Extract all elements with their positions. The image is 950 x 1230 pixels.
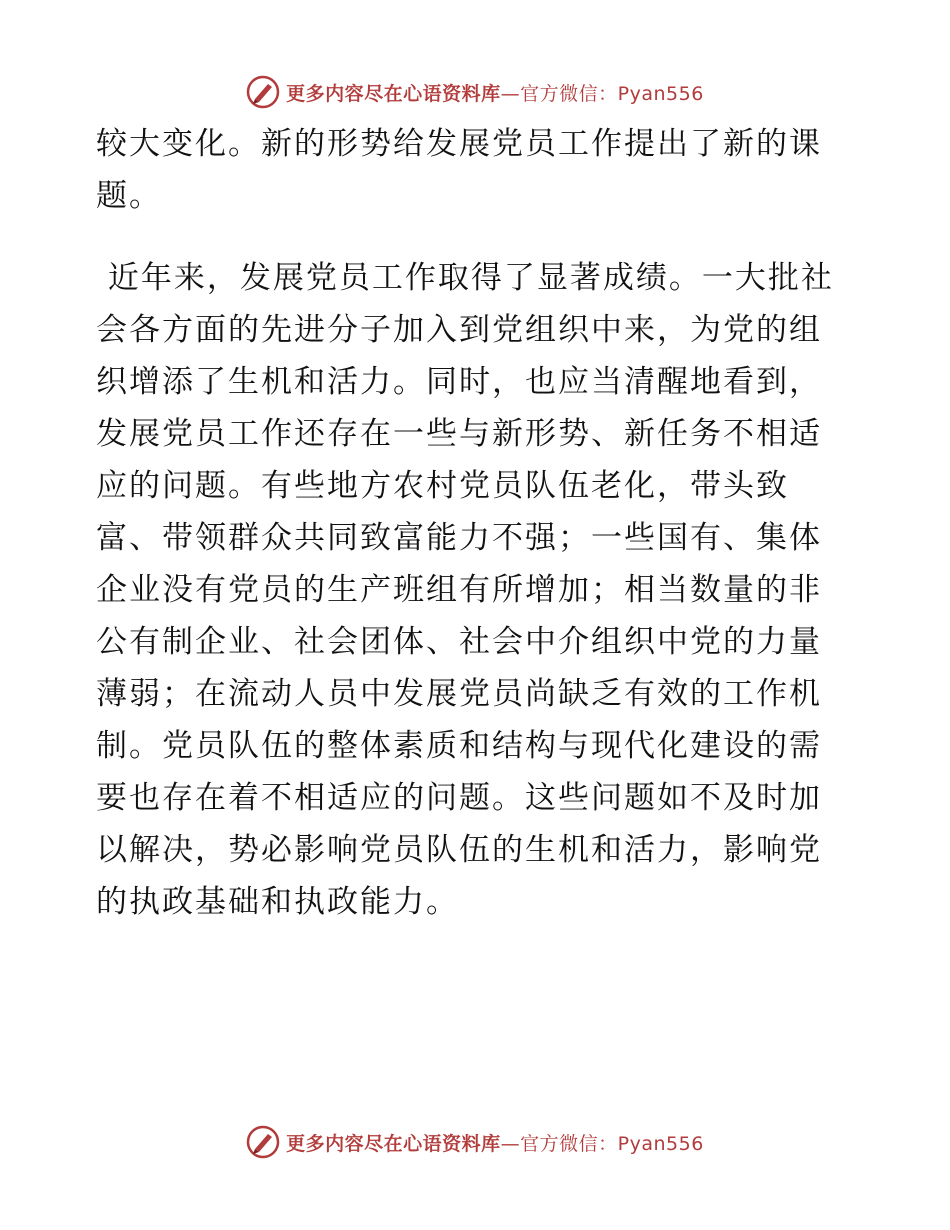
- banner-text: [286, 1129, 704, 1156]
- banner-brand: 更多内容尽在心语资料库: [286, 82, 501, 105]
- banner-separator: —: [500, 1132, 521, 1155]
- paragraph-2: 近年来，发展党员工作取得了显著成绩。一大批社会各方面的先进分子加入到党组织中来，为党的组织增添了生机和活力。同时，也应当清醒地看到，发展党员工作还存在一些与新形势、新任务不相适应的问题。有些地方农村党员队伍老化，带头致富、带领群众共同致富能力不强；一些国有、集体企业没有党员的生产班组有所增加；相当数量的非公有制企业、社会团体、社会中介组织中党的力量薄弱；在流动人员中发展党员尚缺乏有效的工作机制。党员队伍的整体素质和结构与现代化建设的需要也存在着不相适应的问题。这些问题如不及时加以解决，势必影响党员队伍的生机和活力，影响党的执政基础和执政能力。: [96, 260, 834, 920]
- banner-brand: 更多内容尽在心语资料库: [286, 1132, 501, 1155]
- pen-logo-icon: [246, 1125, 280, 1159]
- header-banner: [0, 72, 950, 112]
- footer-banner: [0, 1122, 950, 1162]
- banner-contact: 官方微信：Pyan556: [520, 1132, 704, 1155]
- banner-text: [286, 79, 704, 106]
- pen-logo-icon: [246, 75, 280, 109]
- banner-contact: 官方微信：Pyan556: [520, 82, 704, 105]
- banner-separator: —: [500, 82, 521, 105]
- document-body: [96, 118, 850, 928]
- paragraph-1: 较大变化。新的形势给发展党员工作提出了新的课题。: [96, 126, 822, 214]
